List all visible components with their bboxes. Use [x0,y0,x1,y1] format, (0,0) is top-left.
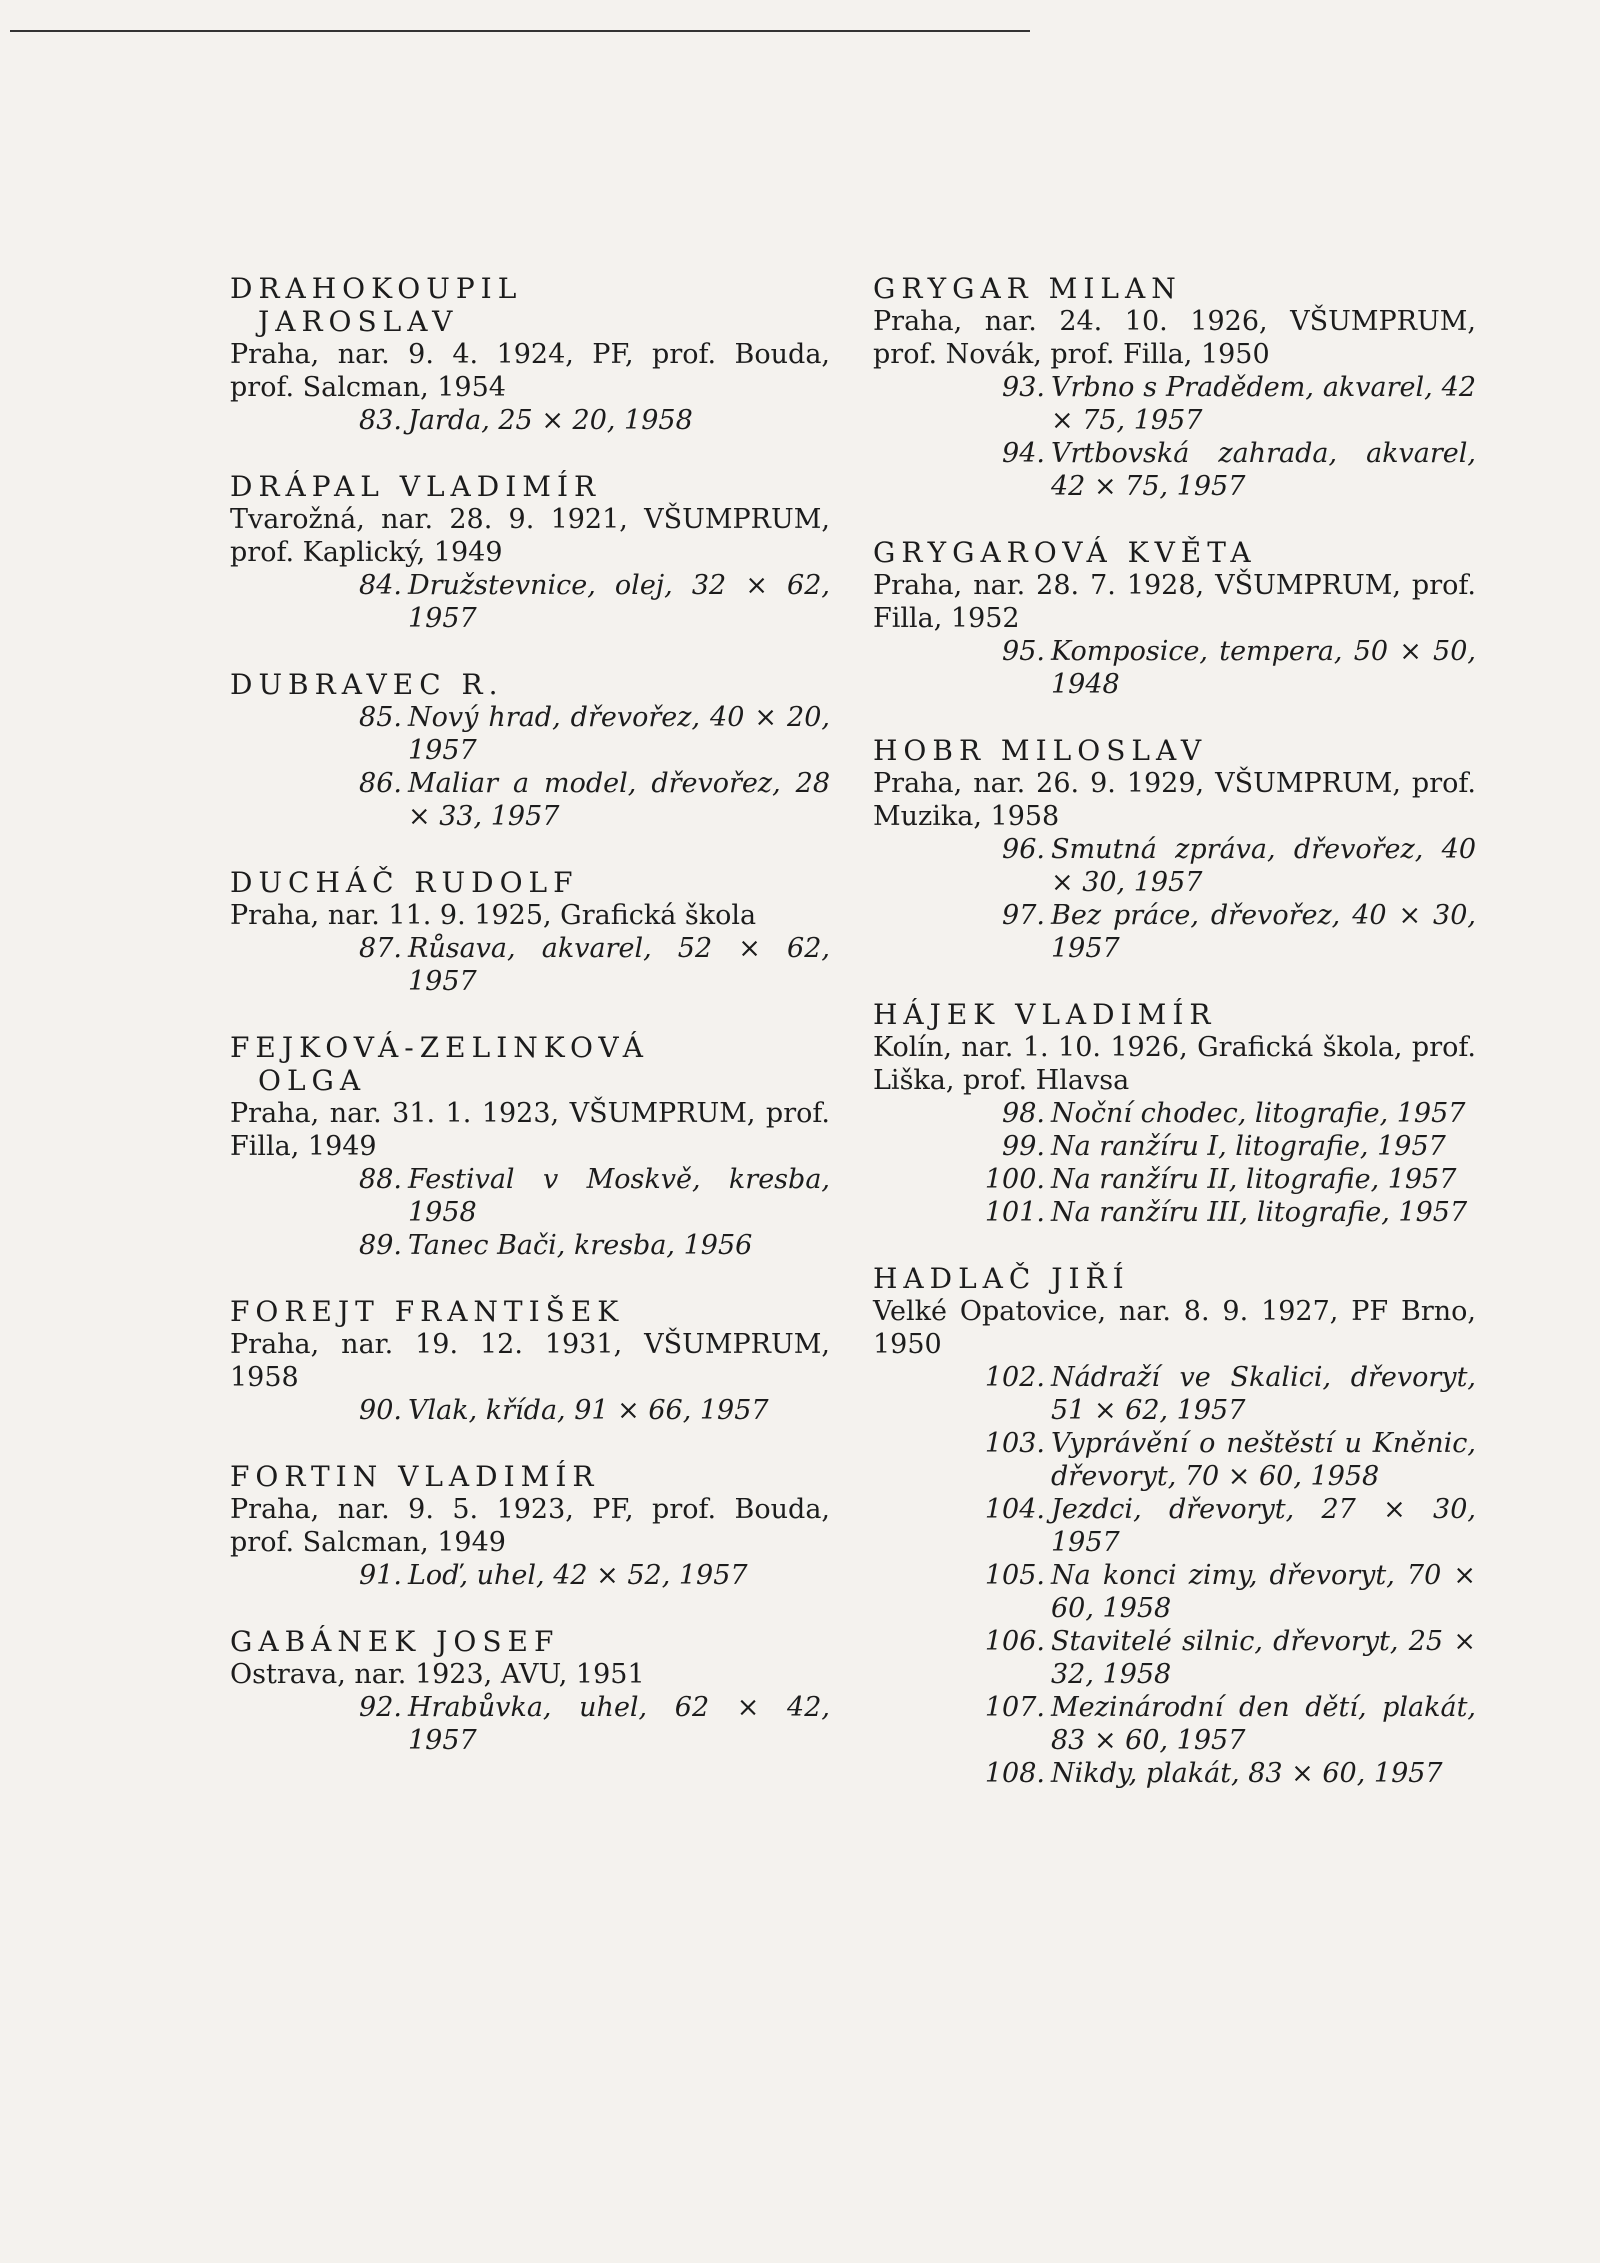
work-text: Festival v Moskvě, kresba, 1958 [408,1164,830,1228]
artist-entry [230,272,830,437]
work-number: 100. [984,1164,1045,1195]
artist-entry [873,272,1476,503]
artist-bio: Praha, nar. 26. 9. 1929, VŠUMPRUM, prof. Muzika, 1958 [873,768,1476,832]
artist-name: DRÁPAL VLADIMÍR [230,470,602,503]
work-number: 92. [359,1692,402,1723]
work-item [873,1757,1476,1790]
work-item [230,932,830,998]
work-item [230,404,830,437]
work-item [873,1163,1476,1196]
work-text: Tanec Bači, kresba, 1956 [408,1230,753,1261]
artist-bio: Praha, nar. 9. 5. 1923, PF, prof. Bouda, prof. Salcman, 1949 [230,1494,830,1558]
work-text: Hrabůvka, uhel, 62 × 42, 1957 [408,1692,830,1756]
work-number: 102. [984,1362,1045,1393]
work-text: Vlak, křída, 91 × 66, 1957 [408,1395,769,1426]
work-text: Nikdy, plakát, 83 × 60, 1957 [1051,1758,1443,1789]
work-text: Vrtbovská zahrada, akvarel, 42 × 75, 1957 [1051,438,1476,502]
work-text: Nový hrad, dřevořez, 40 × 20, 1957 [408,702,830,766]
work-item [873,1130,1476,1163]
work-item [873,1097,1476,1130]
work-item [230,701,830,767]
artist-bio: Praha, nar. 31. 1. 1923, VŠUMPRUM, prof. Filla, 1949 [230,1098,830,1162]
artist-entry [230,1460,830,1592]
work-text: Loď, uhel, 42 × 52, 1957 [408,1560,748,1591]
work-text: Vrbno s Pradědem, akvarel, 42 × 75, 1957 [1051,372,1476,436]
artist-bio: Praha, nar. 9. 4. 1924, PF, prof. Bouda, prof. Salcman, 1954 [230,339,830,403]
work-item [873,833,1476,899]
work-item [230,1229,830,1262]
work-text: Stavitelé silnic, dřevoryt, 25 × 32, 1958 [1051,1626,1476,1690]
work-number: 105. [984,1560,1045,1591]
artist-entry [230,668,830,833]
work-number: 85. [359,702,402,733]
work-text: Na ranžíru III, litografie, 1957 [1051,1197,1468,1228]
work-item [230,569,830,635]
work-number: 83. [359,405,402,436]
work-text: Vyprávění o neštěstí u Kněnic, dřevoryt, 70 × 60, 1958 [1051,1428,1476,1492]
work-text: Družstevnice, olej, 32 × 62, 1957 [408,570,830,634]
artist-name: HOBR MILOSLAV [873,734,1208,767]
work-item [873,1625,1476,1691]
artist-name: GABÁNEK JOSEF [230,1625,560,1658]
artist-entry [873,734,1476,965]
artist-bio: Praha, nar. 19. 12. 1931, VŠUMPRUM, 1958 [230,1329,830,1393]
artist-bio: Velké Opatovice, nar. 8. 9. 1927, PF Brno, 1950 [873,1296,1476,1360]
work-number: 91. [359,1560,402,1591]
top-rule [10,30,1030,32]
artist-entry [873,998,1476,1229]
work-number: 108. [984,1758,1045,1789]
work-item [873,1196,1476,1229]
work-text: Bez práce, dřevořez, 40 × 30, 1957 [1051,900,1476,964]
work-number: 84. [359,570,402,601]
work-number: 89. [359,1230,402,1261]
work-number: 104. [984,1494,1045,1525]
work-item [873,371,1476,437]
artist-name: FORTIN VLADIMÍR [230,1460,600,1493]
work-number: 88. [359,1164,402,1195]
artist-bio: Praha, nar. 28. 7. 1928, VŠUMPRUM, prof. Filla, 1952 [873,570,1476,634]
work-text: Na konci zimy, dřevoryt, 70 × 60, 1958 [1051,1560,1476,1624]
work-text: Na ranžíru I, litografie, 1957 [1051,1131,1446,1162]
right-column [873,272,1476,1823]
work-text: Komposice, tempera, 50 × 50, 1948 [1051,636,1476,700]
work-text: Maliar a model, dřevořez, 28 × 33, 1957 [408,768,830,832]
left-column [230,272,830,1790]
work-number: 90. [359,1395,402,1426]
artist-entry [873,1262,1476,1790]
artist-bio: Tvarožná, nar. 28. 9. 1921, VŠUMPRUM, prof. Kaplický, 1949 [230,504,830,568]
work-number: 97. [1002,900,1045,931]
work-text: Jarda, 25 × 20, 1958 [408,405,693,436]
work-text: Na ranžíru II, litografie, 1957 [1051,1164,1457,1195]
work-item [873,437,1476,503]
artist-name [230,272,830,338]
artist-firstname: OLGA [258,1064,367,1097]
work-item [873,899,1476,965]
work-item [230,1163,830,1229]
artist-bio: Praha, nar. 24. 10. 1926, VŠUMPRUM, prof. Novák, prof. Filla, 1950 [873,306,1476,370]
work-item [873,1691,1476,1757]
artist-entry [873,536,1476,701]
work-number: 107. [984,1692,1045,1723]
artist-firstname: JAROSLAV [258,305,459,338]
work-item [873,635,1476,701]
artist-name [230,1031,830,1097]
work-item [873,1361,1476,1427]
work-text: Noční chodec, litografie, 1957 [1051,1098,1466,1129]
artist-bio: Praha, nar. 11. 9. 1925, Grafická škola [230,900,757,931]
artist-name: GRYGAROVÁ KVĚTA [873,536,1257,569]
work-item [230,1559,830,1592]
work-item [230,1394,830,1427]
work-number: 94. [1002,438,1045,469]
artist-entry [230,470,830,635]
artist-name: HÁJEK VLADIMÍR [873,998,1217,1031]
artist-name: DUCHÁČ RUDOLF [230,866,579,899]
work-text: Smutná zpráva, dřevořez, 40 × 30, 1957 [1051,834,1476,898]
artist-name: HADLAČ JIŘÍ [873,1262,1130,1295]
work-item [230,767,830,833]
artist-name: GRYGAR MILAN [873,272,1182,305]
artist-entry [230,1295,830,1427]
work-number: 99. [1002,1131,1045,1162]
work-text: Mezinárodní den dětí, plakát, 83 × 60, 1957 [1051,1692,1476,1756]
work-item [873,1427,1476,1493]
artist-entry [230,1625,830,1757]
work-number: 87. [359,933,402,964]
artist-bio: Ostrava, nar. 1923, AVU, 1951 [230,1659,645,1690]
work-item [230,1691,830,1757]
artist-bio: Kolín, nar. 1. 10. 1926, Grafická škola, prof. Liška, prof. Hlavsa [873,1032,1476,1096]
artist-entry [230,1031,830,1262]
artist-name: DUBRAVEC R. [230,668,504,701]
artist-entry [230,866,830,998]
work-number: 106. [984,1626,1045,1657]
work-text: Růsava, akvarel, 52 × 62, 1957 [408,933,830,997]
work-number: 93. [1002,372,1045,403]
artist-surname: FEJKOVÁ-ZELINKOVÁ [230,1031,649,1064]
work-item [873,1559,1476,1625]
work-number: 86. [359,768,402,799]
work-number: 101. [984,1197,1045,1228]
work-item [873,1493,1476,1559]
work-number: 98. [1002,1098,1045,1129]
work-number: 96. [1002,834,1045,865]
artist-name: FOREJT FRANTIŠEK [230,1295,625,1328]
work-number: 103. [984,1428,1045,1459]
work-text: Jezdci, dřevoryt, 27 × 30, 1957 [1051,1494,1476,1558]
artist-surname: DRAHOKOUPIL [230,272,523,305]
work-text: Nádraží ve Skalici, dřevoryt, 51 × 62, 1957 [1051,1362,1476,1426]
work-number: 95. [1002,636,1045,667]
